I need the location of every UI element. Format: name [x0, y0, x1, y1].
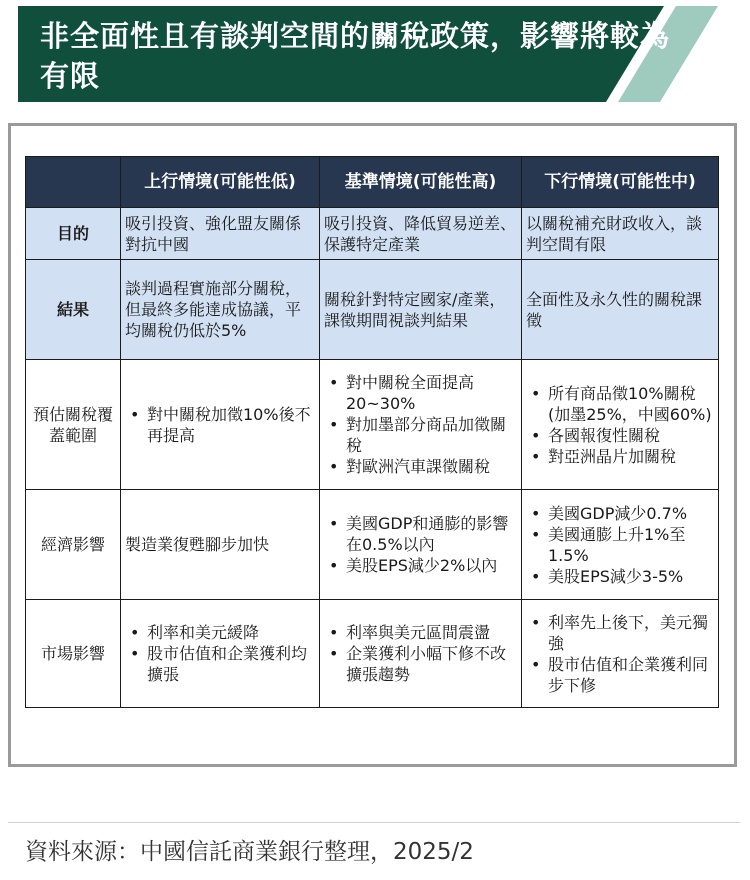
bullet-item: • 所有商品徵10%關稅(加墨25%，中國60%) — [548, 383, 714, 425]
cell-upside: 談判過程實施部分關稅，但最終多能達成協議，平均關稅仍低於5% — [121, 260, 320, 360]
row-outcome — [26, 260, 719, 360]
cell-upside: 製造業復甦腳步加快 — [121, 490, 320, 600]
header-base: 基準情境(可能性高) — [320, 157, 522, 208]
cell-downside — [522, 490, 719, 600]
header-upside: 上行情境(可能性低) — [121, 157, 320, 208]
bullet-item: • 對中關稅全面提高20~30% — [346, 372, 517, 414]
title-banner — [18, 6, 728, 102]
row-purpose — [26, 208, 719, 260]
bullet-item: • 對亞洲晶片加關稅 — [548, 446, 714, 467]
source-note: 資料來源：中國信託商業銀行整理，2025/2 — [25, 839, 474, 865]
bullet-item: • 企業獲利小幅下修不改擴張趨勢 — [346, 643, 517, 685]
bullet-item: • 美國GDP和通膨的影響在0.5%以內 — [346, 513, 517, 555]
cell-downside — [522, 600, 719, 708]
bullet-item: • 對歐洲汽車課徵關稅 — [346, 456, 517, 477]
row-market — [26, 600, 719, 708]
cell-base: 吸引投資、降低貿易逆差、保護特定產業 — [320, 208, 522, 260]
bullet-item: • 股市估值和企業獲利均擴張 — [147, 643, 315, 685]
bullet-list — [324, 372, 517, 477]
scenario-table — [25, 156, 719, 708]
bullet-list — [125, 404, 315, 446]
bullet-item: • 美股EPS減少3-5% — [548, 566, 714, 587]
bullet-item: • 美國通膨上升1%至1.5% — [548, 524, 714, 566]
cell-base: 關稅針對特定國家/產業，課徵期間視談判結果 — [320, 260, 522, 360]
cell-downside: 以關稅補充財政收入，談判空間有限 — [522, 208, 719, 260]
bullet-item: • 對加墨部分商品加徵關稅 — [346, 414, 517, 456]
row-label: 目的 — [26, 208, 121, 260]
cell-upside: 吸引投資、強化盟友關係對抗中國 — [121, 208, 320, 260]
row-label: 預估關稅覆蓋範圍 — [26, 360, 121, 490]
header-corner — [26, 157, 121, 208]
bullet-list — [526, 383, 714, 467]
bullet-list — [324, 622, 517, 685]
cell-base — [320, 600, 522, 708]
row-label: 市場影響 — [26, 600, 121, 708]
row-coverage — [26, 360, 719, 490]
bullet-item: • 對中關稅加徵10%後不再提高 — [147, 404, 315, 446]
table-header-row — [26, 157, 719, 208]
bullet-item: • 利率先上後下，美元獨強 — [548, 612, 714, 654]
bullet-item: • 各國報復性關稅 — [548, 425, 714, 446]
bullet-list — [324, 513, 517, 576]
bullet-item: • 股市估值和企業獲利同步下修 — [548, 654, 714, 696]
cell-upside — [121, 360, 320, 490]
cell-base — [320, 490, 522, 600]
bullet-list — [526, 503, 714, 587]
row-label: 結果 — [26, 260, 121, 360]
bullet-item: • 美國GDP減少0.7% — [548, 503, 714, 524]
header-downside: 下行情境(可能性中) — [522, 157, 719, 208]
footer-divider — [8, 822, 740, 823]
cell-upside — [121, 600, 320, 708]
cell-base — [320, 360, 522, 490]
bullet-list — [125, 622, 315, 685]
bullet-item: • 利率和美元緩降 — [147, 622, 315, 643]
page-title: 非全面性且有談判空間的關稅政策，影響將較為有限 — [40, 19, 671, 93]
row-economy — [26, 490, 719, 600]
bullet-list — [526, 612, 714, 696]
row-label: 經濟影響 — [26, 490, 121, 600]
bullet-item: • 利率與美元區間震盪 — [346, 622, 517, 643]
cell-downside — [522, 360, 719, 490]
cell-downside: 全面性及永久性的關稅課徵 — [522, 260, 719, 360]
bullet-item: • 美股EPS減少2%以內 — [346, 555, 517, 576]
